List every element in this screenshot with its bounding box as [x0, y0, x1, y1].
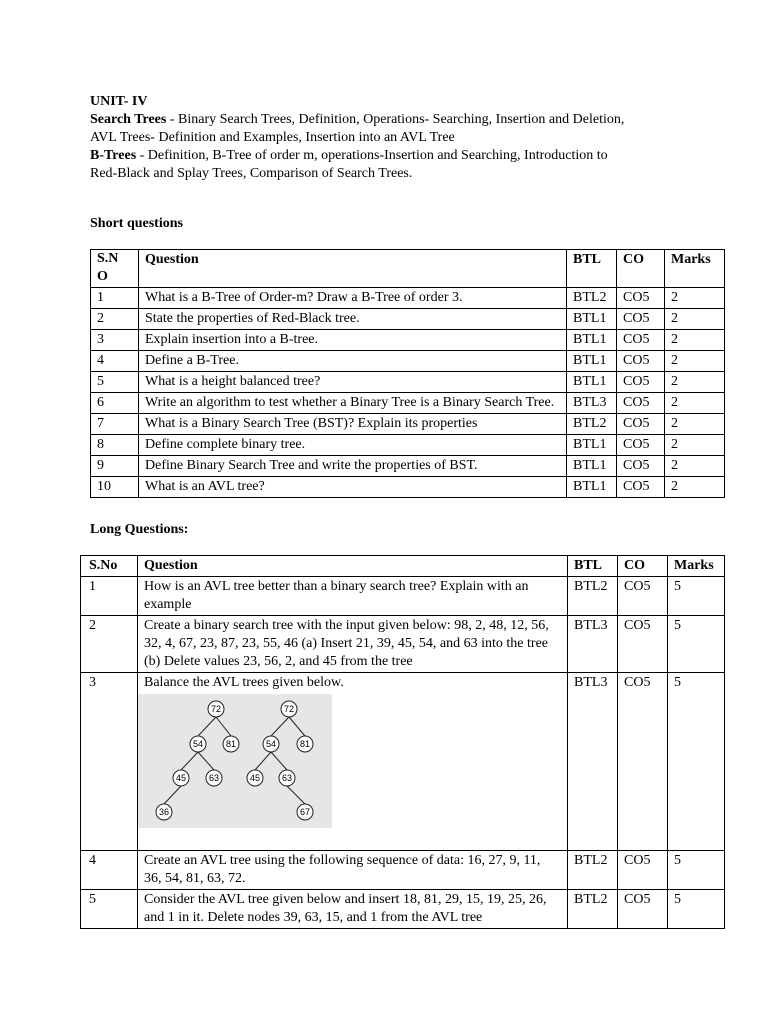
node-label: 45 — [249, 773, 261, 783]
short-questions-table — [90, 249, 725, 498]
sno-cell: 9 — [91, 456, 139, 477]
question-cell: What is a B-Tree of Order-m? Draw a B-Tree of order 3. — [139, 288, 567, 309]
marks-cell: 5 — [668, 616, 725, 673]
unit-line-4: Red-Black and Splay Trees, Comparison of Search Trees. — [90, 166, 413, 181]
long-questions-table — [80, 555, 725, 929]
unit-description — [90, 93, 690, 183]
unit-line-2: AVL Trees- Definition and Examples, Insertion into an AVL Tree — [90, 130, 455, 145]
btl-cell: BTL2 — [568, 577, 618, 616]
avl-trees-figure — [138, 694, 332, 828]
sno-cell: 10 — [91, 477, 139, 498]
node-label: 72 — [283, 704, 295, 714]
node-label: 63 — [281, 773, 293, 783]
marks-cell: 2 — [665, 330, 725, 351]
btl-cell: BTL3 — [567, 393, 617, 414]
sno-cell: 4 — [81, 851, 138, 890]
node-label: 81 — [299, 739, 311, 749]
node-label: 36 — [158, 807, 170, 817]
header-marks: Marks — [668, 556, 725, 577]
tree-node — [156, 804, 172, 820]
header-marks: Marks — [665, 250, 725, 288]
btl-cell: BTL2 — [568, 851, 618, 890]
question-cell: What is a height balanced tree? — [139, 372, 567, 393]
co-cell: CO5 — [618, 890, 668, 929]
question-cell: Consider the AVL tree given below and insert 18, 81, 29, 15, 19, 25, 26, and 1 in it. Delete nodes 39, 63, 15, and 1 from the AVL tree — [138, 890, 568, 929]
btl-cell: BTL3 — [568, 616, 618, 673]
long-questions-title: Long Questions: — [90, 522, 189, 537]
marks-cell: 5 — [668, 673, 725, 851]
header-sno: S.No — [81, 556, 138, 577]
unit-title: UNIT- IV — [90, 94, 148, 109]
marks-cell: 2 — [665, 393, 725, 414]
unit-line-3 — [90, 147, 690, 165]
co-cell: CO5 — [617, 477, 665, 498]
node-label: 54 — [265, 739, 277, 749]
co-cell: CO5 — [618, 851, 668, 890]
sno-cell: 1 — [81, 577, 138, 616]
b-trees-text: - Definition, B-Tree of order m, operations-Insertion and Searching, Introduction to — [136, 148, 608, 163]
tree-node — [281, 701, 297, 717]
co-cell: CO5 — [617, 288, 665, 309]
co-cell: CO5 — [618, 616, 668, 673]
sno-cell: 4 — [91, 351, 139, 372]
co-cell: CO5 — [618, 577, 668, 616]
co-cell: CO5 — [617, 435, 665, 456]
table-row — [91, 288, 725, 309]
long-table-header — [81, 556, 725, 577]
sno-cell: 7 — [91, 414, 139, 435]
header-co: CO — [617, 250, 665, 288]
tree-node — [297, 804, 313, 820]
tree-node — [247, 770, 263, 786]
btl-cell: BTL1 — [567, 330, 617, 351]
avl-trees-diagram — [138, 694, 332, 828]
table-row — [81, 851, 725, 890]
question-cell: Define Binary Search Tree and write the properties of BST. — [139, 456, 567, 477]
marks-cell: 2 — [665, 351, 725, 372]
short-questions-title: Short questions — [90, 216, 183, 231]
header-sno: S.N O — [91, 250, 139, 288]
header-question: Question — [138, 556, 568, 577]
node-label: 81 — [225, 739, 237, 749]
tree-node — [208, 701, 224, 717]
co-cell: CO5 — [617, 351, 665, 372]
question-cell: What is an AVL tree? — [139, 477, 567, 498]
btl-cell: BTL1 — [567, 435, 617, 456]
table-row — [91, 372, 725, 393]
question-cell: How is an AVL tree better than a binary search tree? Explain with an example — [138, 577, 568, 616]
node-label: 45 — [175, 773, 187, 783]
sno-cell: 8 — [91, 435, 139, 456]
marks-cell: 5 — [668, 577, 725, 616]
table-row — [91, 435, 725, 456]
tree-node — [263, 736, 279, 752]
btl-cell: BTL3 — [568, 673, 618, 851]
b-trees-label: B-Trees — [90, 148, 137, 163]
question-cell: State the properties of Red-Black tree. — [139, 309, 567, 330]
marks-cell: 5 — [668, 890, 725, 929]
tree-node — [173, 770, 189, 786]
marks-cell: 2 — [665, 435, 725, 456]
question-cell: Create a binary search tree with the input given below: 98, 2, 48, 12, 56, 32, 4, 67, 23, 87, 23, 55, 46 (a) Insert 21, 39, 45, 54, and 63 into the tree (b) Delete values 23, 56, 2, and 45 from the tree — [138, 616, 568, 673]
sno-cell: 2 — [91, 309, 139, 330]
btl-cell: BTL2 — [567, 414, 617, 435]
co-cell: CO5 — [617, 372, 665, 393]
tree-node — [279, 770, 295, 786]
header-btl: BTL — [567, 250, 617, 288]
table-row — [81, 890, 725, 929]
marks-cell: 2 — [665, 414, 725, 435]
question-cell: Write an algorithm to test whether a Binary Tree is a Binary Search Tree. — [139, 393, 567, 414]
short-table-header — [91, 250, 725, 288]
sno-cell: 6 — [91, 393, 139, 414]
tree-node — [297, 736, 313, 752]
search-trees-label: Search Trees — [90, 112, 167, 127]
co-cell: CO5 — [618, 673, 668, 851]
header-co: CO — [618, 556, 668, 577]
table-row — [91, 456, 725, 477]
btl-cell: BTL1 — [567, 372, 617, 393]
btl-cell: BTL1 — [567, 456, 617, 477]
search-trees-text: - Binary Search Trees, Definition, Operations- Searching, Insertion and Deletion, — [166, 112, 625, 127]
node-label: 72 — [210, 704, 222, 714]
marks-cell: 2 — [665, 288, 725, 309]
table-row — [91, 414, 725, 435]
header-question: Question — [139, 250, 567, 288]
node-label: 54 — [192, 739, 204, 749]
tree-edges — [164, 717, 305, 804]
marks-cell: 2 — [665, 477, 725, 498]
marks-cell: 2 — [665, 372, 725, 393]
question-cell — [138, 673, 568, 851]
question-cell: Define complete binary tree. — [139, 435, 567, 456]
marks-cell: 2 — [665, 309, 725, 330]
marks-cell: 5 — [668, 851, 725, 890]
co-cell: CO5 — [617, 414, 665, 435]
sno-cell: 3 — [91, 330, 139, 351]
table-row — [91, 477, 725, 498]
question-cell: Define a B-Tree. — [139, 351, 567, 372]
table-row — [91, 351, 725, 372]
co-cell: CO5 — [617, 330, 665, 351]
question-text: Balance the AVL trees given below. — [144, 675, 344, 690]
sno-cell: 3 — [81, 673, 138, 851]
btl-cell: BTL1 — [567, 351, 617, 372]
tree-node — [206, 770, 222, 786]
table-row — [91, 309, 725, 330]
sno-cell: 5 — [81, 890, 138, 929]
btl-cell: BTL2 — [568, 890, 618, 929]
sno-cell: 2 — [81, 616, 138, 673]
table-row — [81, 616, 725, 673]
unit-line-1 — [90, 111, 690, 129]
node-label: 63 — [208, 773, 220, 783]
question-cell: Create an AVL tree using the following sequence of data: 16, 27, 9, 11, 36, 54, 81, 63, 72. — [138, 851, 568, 890]
header-btl: BTL — [568, 556, 618, 577]
btl-cell: BTL1 — [567, 477, 617, 498]
co-cell: CO5 — [617, 456, 665, 477]
question-cell: Explain insertion into a B-tree. — [139, 330, 567, 351]
table-row — [91, 393, 725, 414]
table-row — [91, 330, 725, 351]
btl-cell: BTL1 — [567, 309, 617, 330]
marks-cell: 2 — [665, 456, 725, 477]
co-cell: CO5 — [617, 393, 665, 414]
co-cell: CO5 — [617, 309, 665, 330]
sno-cell: 5 — [91, 372, 139, 393]
table-row — [81, 673, 725, 851]
question-cell: What is a Binary Search Tree (BST)? Explain its properties — [139, 414, 567, 435]
btl-cell: BTL2 — [567, 288, 617, 309]
tree-node — [190, 736, 206, 752]
tree-node — [223, 736, 239, 752]
sno-cell: 1 — [91, 288, 139, 309]
node-label: 67 — [299, 807, 311, 817]
table-row — [81, 577, 725, 616]
